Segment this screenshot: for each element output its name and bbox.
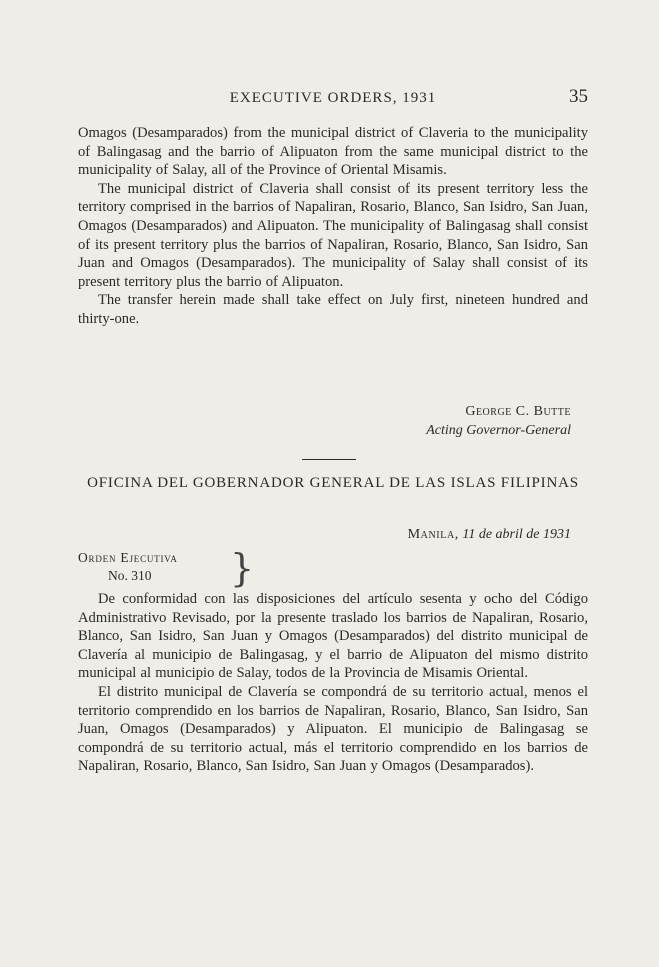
date: 11 de abril de 1931 [462, 527, 571, 542]
spanish-paragraph: El distrito municipal de Clavería se compondrá de su territorio actual, menos el territorio comprendido en los barrios de Napaliran, Rosario, Blanco, San Isidro, San Juan, Omagos (Desamparados) y Alipuaton. El municipio de Balingasag se compondrá de su territorio actual, más el territorio comprendido en los barrios de Napaliran, Rosario, Blanco, San Isidro, San Juan y Omagos (Desamparados). [78, 683, 588, 775]
page-number: 35 [569, 86, 588, 107]
english-paragraph: The municipal district of Claveria shall consist of its present territory less the territory comprised in the barrios of Napaliran, Rosario, Blanco, San Isidro, San Juan, Omagos (Desamparados) and Alipuaton. The municipality of Balingasag shall consist of its present territory plus the barrios of Napaliran, Rosario, Blanco, San Isidro, San Juan and Omagos (Desamparados). The municipality of Salay shall consist of its present territory plus the barrio of Alipuaton. [78, 180, 588, 290]
english-order-text [78, 124, 588, 329]
order-label: Orden Ejecutiva [78, 550, 178, 565]
place: Manila, [407, 527, 459, 542]
office-heading: OFICINA DEL GOBERNADOR GENERAL DE LAS ISLAS FILIPINAS [87, 475, 579, 491]
spanish-paragraph: De conformidad con las disposiciones del artículo sesenta y ocho del Código Administrativo Revisado, por la presente traslado los barrios de Napaliran, Rosario, Blanco, San Isidro, San Juan y Omagos (Desamparados) del distrito municipal de Clavería al municipio de Balingasag, y el barrio de Alipuaton del mismo distrito municipal al municipio de Salay, todos de la Provincia de Misamis Oriental. [78, 591, 588, 682]
right-brace-icon: } [230, 546, 255, 590]
order-designation [78, 548, 278, 590]
spanish-order-text [78, 590, 588, 776]
english-paragraph: Omagos (Desamparados) from the municipal district of Claveria to the municipality of Balingasag and the barrio of Alipuaton from the same municipal district to the municipality of Salay, all of the Province of Oriental Misamis. [78, 125, 588, 179]
english-paragraph: The transfer herein made shall take effect on July first, nineteen hundred and thirty-one. [78, 292, 588, 327]
signatory-name: George C. Butte [465, 404, 571, 419]
section-divider [302, 459, 356, 460]
place-date-line [408, 527, 571, 543]
order-number: No. 310 [108, 568, 152, 583]
signature-block [271, 402, 571, 440]
signatory-title: Acting Governor-General [426, 423, 571, 438]
page-header [78, 86, 588, 110]
running-title: EXECUTIVE ORDERS, 1931 [229, 90, 437, 106]
